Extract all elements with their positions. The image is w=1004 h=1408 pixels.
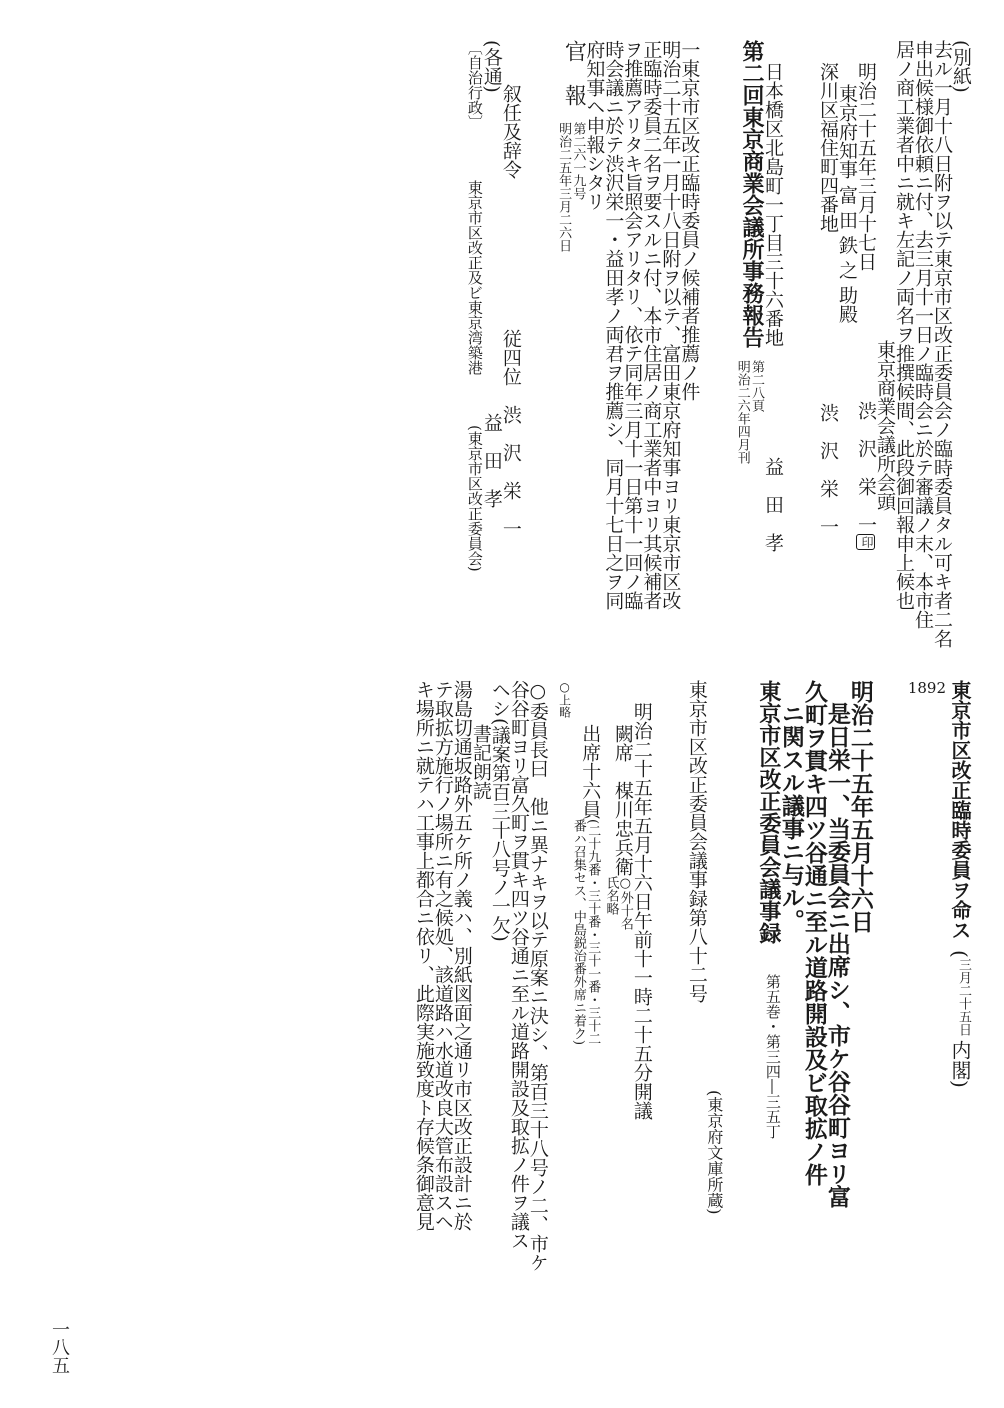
- absent-note-b: 氏名略: [603, 876, 619, 915]
- entry-line: 久町ヲ貫キ四ツ谷通ニ至ル道路開設及ビ取拡ノ件: [800, 680, 828, 1186]
- candidate-name: 渋 沢 栄 一: [817, 403, 839, 536]
- kanpo-title: 官 報: [561, 40, 587, 106]
- heading-source: 内閣: [948, 1039, 972, 1080]
- attachment-label: (別紙): [950, 40, 972, 93]
- present-row: [571, 680, 600, 1330]
- report-title: 第二回東京商業会議所事務報告: [739, 40, 765, 348]
- letter-line: 去ル一月十八日附ヲ以テ東京市区改正委員会ノ臨時委員タル可キ者二名: [931, 40, 953, 648]
- report-date: 明治二六年四月刊: [734, 360, 750, 464]
- present-note-b: 番ハ召集セス、中島鋭治番外席ニ着ク): [570, 819, 586, 1046]
- kakutsu-label: (各通): [480, 40, 503, 93]
- source-row: [755, 680, 782, 1330]
- appointment-row: [501, 40, 520, 660]
- letter-line: 申出候様御依頼ニ付、去三月十一日ノ臨時会ニ於テ審議ノ末、本市住: [912, 40, 934, 629]
- omission-note: ○上略: [557, 680, 572, 718]
- appointment-title: 叙任及辞令: [499, 84, 522, 179]
- text-line: 湯島切通坂路外五ケ所ノ義ハ、別紙図面之通リ市区改正設計ニ於: [450, 680, 473, 1231]
- present-note: [571, 819, 600, 1045]
- minutes-title: 東京市区改正委員会議事録第八十二号: [685, 680, 708, 1003]
- archive-note: (東京府文庫所蔵): [704, 1090, 724, 1215]
- absent-members: 闕席 楳川忠兵衛: [611, 724, 634, 876]
- report-item: 一東京市区改正臨時委員ノ候補者推薦ノ件: [678, 40, 701, 401]
- bottom-section: [20, 680, 970, 1330]
- heading-date: 三月二十五日: [956, 957, 971, 1036]
- text-line: テ取拡方施行ノ場所ニ有之候処、該道路ハ水道改良大管布設スヘ: [431, 680, 454, 1231]
- report-body-line: 府知事ヘ申報シタリ: [583, 40, 606, 211]
- minutes-time: 明治二十五年五月十六日午前十一時二十五分開議: [630, 702, 653, 1120]
- kanpo-date: 明治二五年三月二六日: [556, 122, 572, 252]
- letter-line: 居ノ商工業者中ニ就キ左記ノ両名ヲ推撰候間、此段御回報申上候也: [893, 40, 915, 610]
- candidate-address: 日本橋区北島町一丁目三十六番地: [762, 62, 784, 347]
- entry-title: 東京市区改正臨時委員ヲ命ス: [948, 680, 972, 940]
- sender-org: 東京商業会議所会頭: [874, 340, 896, 511]
- clerk-reading: 書記朗読: [469, 724, 492, 800]
- page-number: 一八五: [49, 1320, 70, 1374]
- running-footer: [467, 40, 482, 660]
- candidate-address: 深川区福住町四番地: [817, 62, 839, 233]
- western-year: 1892: [907, 679, 946, 697]
- kanpo-issue: 第二六一九号: [570, 122, 586, 200]
- appointee-rank: 従四位 渋 沢 栄 一: [499, 329, 522, 538]
- entry-heading: 東京市区改正臨時委員ヲ命ス ( 三月二十五日 内閣 ): [948, 680, 972, 1088]
- chair-line: ヘシ(議案第百三十八号ノ一欠): [488, 680, 511, 942]
- seal-stamp: 印: [856, 534, 875, 550]
- present-note-a: (二十九番・三十番・三十一番・三十二: [585, 819, 601, 1046]
- text-line: キ場所ニ就テハ工事上都合ニ依リ、此際実施致度ト存候条御意見: [412, 680, 435, 1231]
- entry-line: 是日栄一、当委員会ニ出席シ、市ケ谷谷町ヨリ富: [823, 702, 851, 1208]
- entry-date: 明治二十五年五月十六日: [846, 680, 874, 933]
- footer-section: 東京市区改正及ビ東京湾築港: [465, 180, 484, 375]
- chair-line: ○委員長曰 他ニ異ナキヲ以テ原案ニ決シ、第百三十八号ノ二、市ケ: [526, 680, 549, 1272]
- heading-note: [956, 958, 970, 1036]
- kakutsu-row: [482, 40, 501, 660]
- report-meta: [734, 360, 763, 464]
- letter-date: 明治二十五年三月十七日: [855, 62, 877, 271]
- absent-row: [599, 680, 632, 1330]
- appointee-name: 益 田 孝: [480, 412, 503, 508]
- absent-note: [603, 876, 632, 930]
- candidate-name: 益 田 孝: [762, 457, 784, 552]
- report-body-line: 正臨時委員二名ヲ要スルニ付、本市住居ノ商工業者中ヨリ其候補者: [640, 40, 663, 610]
- report-header: [734, 40, 763, 660]
- source-volume: 第五巻・第三四―三五丁: [763, 974, 782, 1139]
- candidate-row: [763, 40, 782, 660]
- report-body-line: 明治二十五年一月十八日附ヲ以テ、富田東京府知事ヨリ東京市区改: [659, 40, 682, 610]
- kanpo-header: [556, 40, 585, 660]
- entry-date-row: [908, 680, 950, 1330]
- report-page: 第二八頁: [749, 360, 764, 412]
- footer-category: 〔自治行政〕: [465, 40, 484, 130]
- report-body-line: ヲ推薦アリタキ旨照会アリタリ、依テ同年三月十一日第十一回ノ臨: [621, 40, 644, 610]
- source-title: 東京市区改正委員会議事録: [755, 680, 782, 944]
- present-members: 出席十六員: [579, 724, 602, 819]
- footer-subsection: (東京市区改正委員会): [465, 425, 484, 572]
- date-sender-row: [856, 40, 875, 660]
- entry-line: ニ関スル議事ニ与ル。: [777, 702, 805, 932]
- report-body-line: 時会議ニ於テ渋沢栄一・益田孝ノ両君ヲ推薦シ、同月十七日之ヲ同: [602, 40, 625, 610]
- addressee: 東京府知事 富 田 鉄 之 助殿: [836, 84, 858, 324]
- top-section: [20, 40, 970, 660]
- kanpo-meta: [556, 122, 585, 252]
- absent-note-a: ○外十名: [617, 876, 633, 930]
- sender-name: 渋 沢 栄 一: [855, 401, 877, 534]
- chair-line: 谷谷町ヨリ富久町ヲ貫キ四ツ谷通ニ至ル道路開設及取拡ノ件ヲ議ス: [507, 680, 530, 1250]
- candidate-row: [818, 40, 837, 660]
